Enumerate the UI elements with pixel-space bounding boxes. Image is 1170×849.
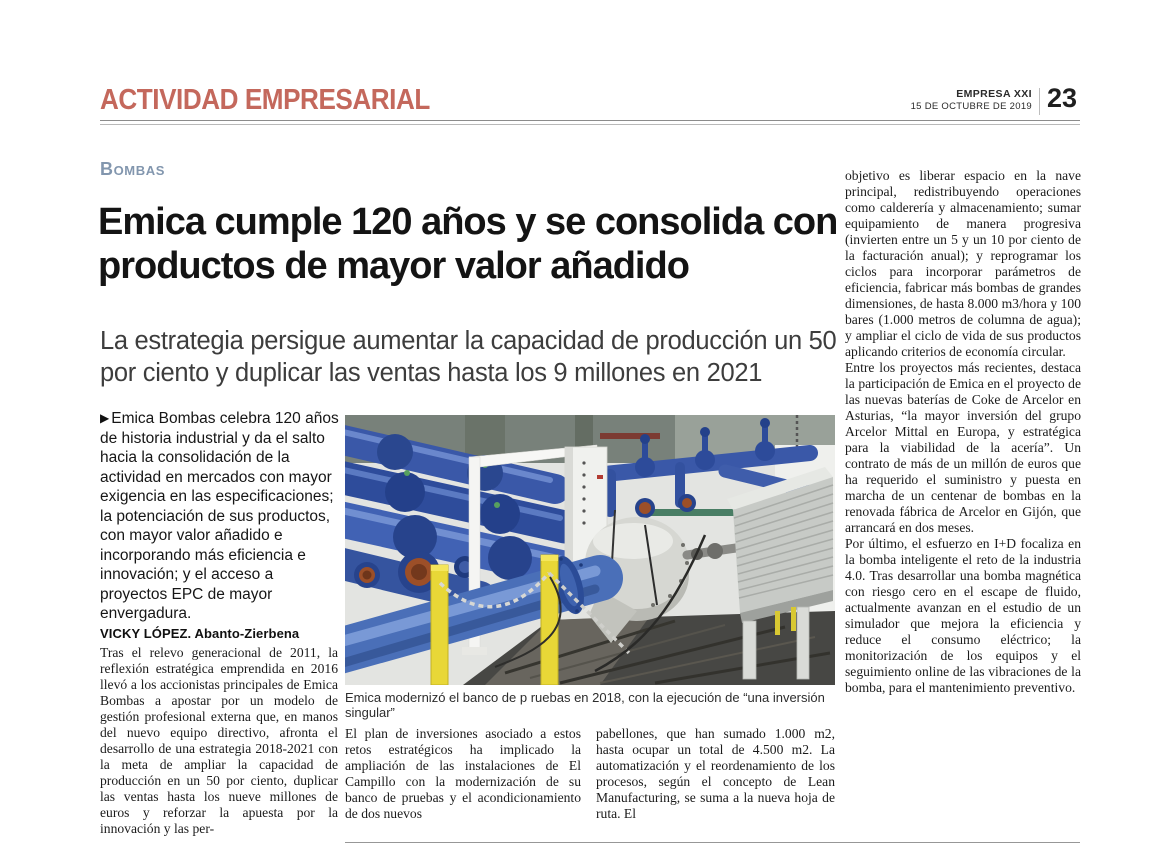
- publication-date: 15 DE OCTUBRE DE 2019: [910, 100, 1032, 112]
- section-title: ACTIVIDAD EMPRESARIAL: [100, 84, 430, 116]
- lead-arrow-icon: ▶: [100, 411, 110, 425]
- body-column-4: [845, 168, 1081, 818]
- pubinfo-divider: [1039, 88, 1040, 115]
- article-photo: [345, 415, 835, 685]
- pump-test-bench-illustration: [345, 415, 835, 685]
- column4-paragraph: Entre los proyectos más recientes, destaca la participación de Emica en el proyecto de las nuevas baterías de Coke de Arcelor en Asturias, “la mayor inversión del grupo Arcelor Mittal en Europa, y estratégica para la viabilidad de la acería”. Un contrato de más de un millón de euros que ha requerido el suministro y puesta en marcha de un centenar de bombas en la renovada fábrica de Arcelor en Gijón, que arrancará en dos meses.: [845, 360, 1081, 535]
- page-number: 23: [1047, 83, 1078, 113]
- body-column-1: Tras el relevo generacional de 2011, la reflexión estratégica emprendida en 2016 llevó a los accionistas principales de Emica Bombas a apostar por un modelo de gestión profesional externa que, en manos del nuevo equipo directivo, afronta el desarrollo de una estrategia 2018-2021 con la meta de ampliar la capacidad de producción en un 50 por ciento, duplicar las ventas hasta los nueve millones de euros y reforzar la apuesta por la innovación y las per-: [100, 645, 338, 836]
- article-kicker: Bombas: [100, 159, 165, 179]
- column4-paragraph: objetivo es liberar espacio en la nave principal, redistribuyendo operaciones como calderería y almacenamiento; sumar equipamiento de manera progresiva (invierten entre un 5 y un 10 por ciento de la facturación anual); y reprogramar los ciclos para incorporar parámetros de eficiencia, fabricar más bombas de grandes dimensiones, de hasta 8.000 m3/hora y 100 bares (1.000 metros de columna de agua); y ampliar el ciclo de vida de sus productos aplicando criterios de economía circular.: [845, 168, 1081, 359]
- publication-name: EMPRESA XXI: [956, 88, 1032, 100]
- article-lead: [100, 409, 342, 624]
- column4-paragraph: Por último, el esfuerzo en I+D focaliza en la bomba inteligente el reto de la industria 4.0. Tras desarrollar una bomba magnética con riesgo cero en el escape de fluido, actualmente avanzan en el estudio de un simulador que mejora la eficiencia y reduce el consumo eléctrico; la monitorización de los equipos y el seguimiento online de las vibraciones de la bomba, para el mantenimiento preventivo.: [845, 536, 1081, 695]
- article-headline: Emica cumple 120 años y se consolida con productos de mayor valor añadido: [98, 201, 838, 288]
- article-subheadline: La estrategia persigue aumentar la capacidad de producción un 50 por ciento y duplicar las ventas hasta los 9 millones en 2021: [100, 327, 837, 388]
- lead-text: Emica Bombas celebra 120 años de historia industrial y da el salto hacia la consolidación de la actividad en mercados con mayor exigencia en las especificaciones; la potenciación de sus productos, con mayor valor añadido e incorporando más eficiencia e innovación; y el acceso a proyectos EPC de mayor envergadura.: [100, 410, 339, 623]
- photo-caption: Emica modernizó el banco de p ruebas en 2018, con la ejecución de “una inversión singular”: [345, 690, 825, 720]
- body-column-3: pabellones, que han sumado 1.000 m2, hasta ocupar un total de 4.500 m2. La automatización y el reordenamiento de los procesos, según el concepto de Lean Manufacturing, se suma a la nueva hoja de ruta. El: [596, 726, 835, 821]
- bottom-rule: [345, 842, 1080, 843]
- publication-info: [780, 88, 1032, 112]
- body-column-2: El plan de inversiones asociado a estos retos estratégicos ha implicado la ampliación de las instalaciones de El Campillo con la modernización de su banco de pruebas y el acondicionamiento de dos nuevos: [345, 726, 581, 821]
- article-byline: VICKY LÓPEZ. Abanto-Zierbena: [100, 626, 300, 641]
- header-rule: [100, 120, 1080, 125]
